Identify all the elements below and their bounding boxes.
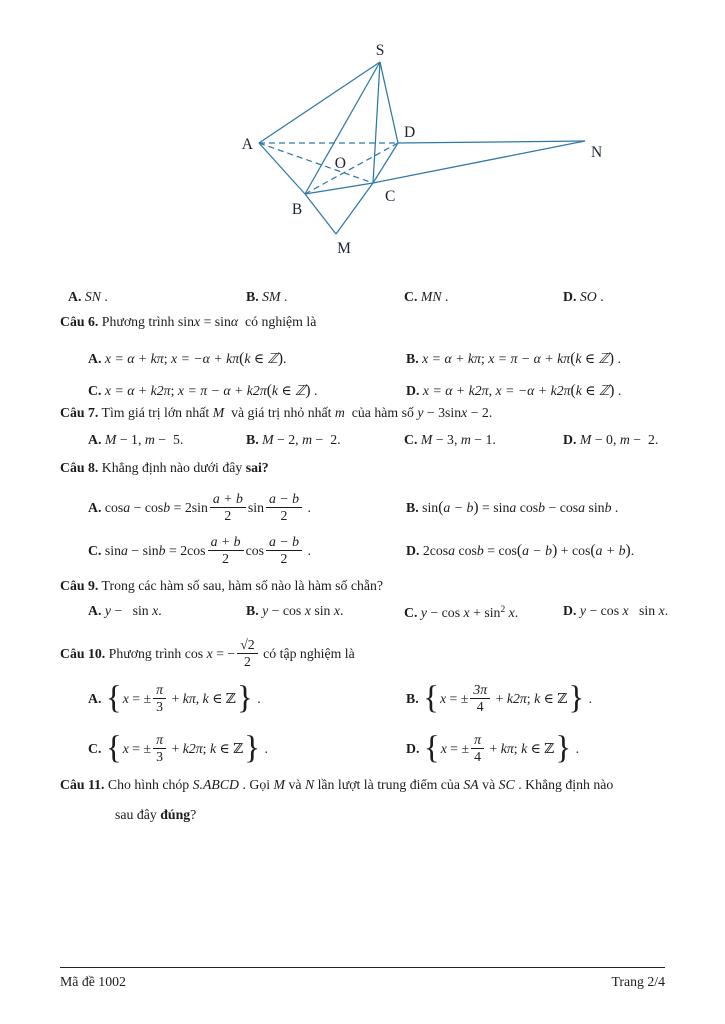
edge-SB (305, 62, 380, 194)
question-10-option-b: B. { x = ± $\frac{3\pi}{4}$ + k2π ; k ∈ ℤ } . (406, 679, 593, 716)
question-9-header: Câu 9. Trong các hàm số sau, hàm số nào là hàm số chẵn? (60, 578, 384, 593)
question-9-option-a: A. y − sin x. (88, 603, 162, 618)
question-9-option-c: C. $y - \cos x + \sin^2 x$. (404, 605, 519, 620)
footer-exam-code: Mã đề 1002 (60, 974, 126, 989)
figure-solid-edges (259, 62, 585, 234)
answer-option-a: A. SN . (68, 289, 108, 304)
question-8-option-d: D. 2cos a cos b = cos ( a − b ) + cos ( a + b ) . (406, 541, 635, 559)
pyramid-figure (230, 30, 620, 260)
question-9-option-d: D. y − cos x sin x. (563, 603, 669, 618)
question-11-line2: sau đây đúng? (115, 807, 197, 822)
question-8-header: Câu 8. Khẳng định nào dưới đây sai? (60, 460, 269, 475)
vertex-label-B: B (291, 201, 303, 218)
figure-dashed-edges (259, 143, 398, 194)
edge-SA (259, 62, 380, 143)
question-9-option-b: B. y − cos x sin x. (246, 603, 344, 618)
edge-SC (373, 62, 380, 183)
question-7-option-b: B. M − 2, m − 2. (246, 432, 341, 447)
question-6-option-d: D. x = α + k2π, x = −α + k2π(k ∈ ℤ) . (406, 382, 622, 399)
vertex-label-O: O (334, 155, 346, 172)
edge-SD (380, 62, 398, 143)
question-6-option-c: C. x = α + k2π; x = π − α + k2π(k ∈ ℤ) . (88, 382, 318, 399)
question-6-option-b: B. x = α + kπ; x = π − α + kπ(k ∈ ℤ) . (406, 350, 621, 367)
question-10-option-c: C. { x = ± $\frac{\pi}{3}$ + k2π ; k ∈ ℤ } . (88, 729, 269, 766)
footer-rule (60, 967, 665, 968)
question-10-option-a: A. { x = ± $\frac{\pi}{3}$ + kπ , k ∈ ℤ } . (88, 679, 261, 716)
answer-option-c: C. MN . (404, 289, 449, 304)
edge-CN (373, 141, 585, 183)
vertex-label-M: M (337, 240, 351, 257)
question-7-option-d: D. M − 0, m − 2. (563, 432, 659, 447)
diagonal-AC-dashed (259, 143, 373, 183)
edge-BM (305, 194, 336, 234)
question-10-header: Câu 10. Phương trình cos x = − $\frac{√2}{2}$ có tập nghiệm là (60, 637, 355, 669)
footer-page-number: Trang 2/4 (611, 974, 665, 989)
question-7-option-c: C. M − 3, m − 1. (404, 432, 496, 447)
question-8-option-a: A. cos a − cos b = 2sin $\frac{a + b}{2}$ sin $\frac{a - b}{2}$ . (88, 491, 311, 523)
question-8-option-b: B. sin ( a − b ) = sin a cos b − cos a sin b . (406, 498, 619, 516)
edge-CD (373, 143, 398, 183)
vertex-label-S: S (375, 42, 385, 59)
question-10-option-d: D. { x = ± $\frac{\pi}{4}$ + kπ ; k ∈ ℤ } . (406, 729, 580, 766)
question-8-option-c: C. sin a − sin b = 2cos $\frac{a + b}{2}$ cos $\frac{a - b}{2}$ . (88, 534, 311, 566)
vertex-label-D: D (404, 124, 416, 141)
question-11-line1: Câu 11. Cho hình chóp S.ABCD . Gọi M và N lần lượt là trung điểm của SA và SC . Khẳng định nào (60, 777, 614, 792)
vertex-label-C: C (385, 188, 396, 205)
answer-option-d: D. SO . (563, 289, 604, 304)
question-6-option-a: A. x = α + kπ; x = −α + kπ(k ∈ ℤ). (88, 350, 287, 367)
edge-CM (336, 183, 373, 234)
question-7-option-a: A. M − 1, m − 5. (88, 432, 184, 447)
question-7-header: Câu 7. Tìm giá trị lớn nhất M và giá trị nhỏ nhất m của hàm số y − 3sinx − 2. (60, 405, 493, 420)
vertex-label-A: A (241, 136, 253, 153)
answer-option-b: B. SM . (246, 289, 288, 304)
vertex-label-N: N (591, 144, 603, 161)
figure-labels (242, 42, 602, 257)
question-6-header: Câu 6. Phương trình sinx = sinα có nghiệm là (60, 314, 317, 329)
edge-DN (398, 141, 585, 143)
